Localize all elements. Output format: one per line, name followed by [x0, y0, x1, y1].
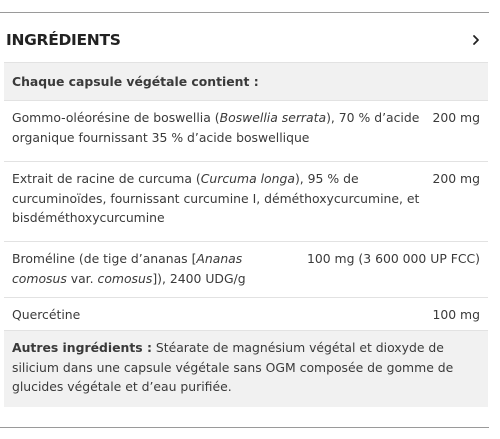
section-title: INGRÉDIENTS: [6, 30, 121, 49]
ingredient-name: Gommo-oléorésine de boswellia (Boswellia serrata), 70 % d’acide organique fournissant 35 % d’acide boswellique: [12, 110, 420, 145]
ingredient-name: Extrait de racine de curcuma (Curcuma longa), 95 % de curcuminoïdes, fournissant curcumine I, déméthoxycurcumine, et bisdéméthoxycurcumine: [12, 171, 420, 225]
table-row: [4, 242, 488, 298]
other-ingredients-text: Stéarate de magnésium végétal et dioxyde de silicium dans une capsule végétale sans OGM composée de gomme de glucides végétale et d’eau purifiée.: [12, 340, 454, 394]
table-header-row: [4, 63, 488, 101]
table-header-label: Chaque capsule végétale contient :: [12, 74, 259, 89]
ingredient-name: Broméline (de tige d’ananas [Ananas comosus var. comosus]), 2400 UDG/g: [12, 251, 246, 286]
ingredient-name: Quercétine: [12, 307, 81, 322]
ingredient-amount: 200 mg: [432, 110, 480, 125]
ingredient-amount: 100 mg (3 600 000 UP FCC): [306, 251, 480, 266]
table-row: [4, 101, 488, 162]
bottom-divider: [0, 427, 489, 428]
chevron-right-icon[interactable]: [469, 30, 483, 46]
ingredients-table: [4, 62, 488, 407]
table-row: [4, 298, 488, 331]
other-ingredients-label: Autres ingrédients :: [12, 340, 152, 355]
other-ingredients-row: [4, 331, 488, 407]
ingredient-amount: 100 mg: [432, 307, 480, 322]
table-row: [4, 162, 488, 242]
ingredient-amount: 200 mg: [432, 171, 480, 186]
ingredients-accordion-header[interactable]: [0, 13, 489, 63]
